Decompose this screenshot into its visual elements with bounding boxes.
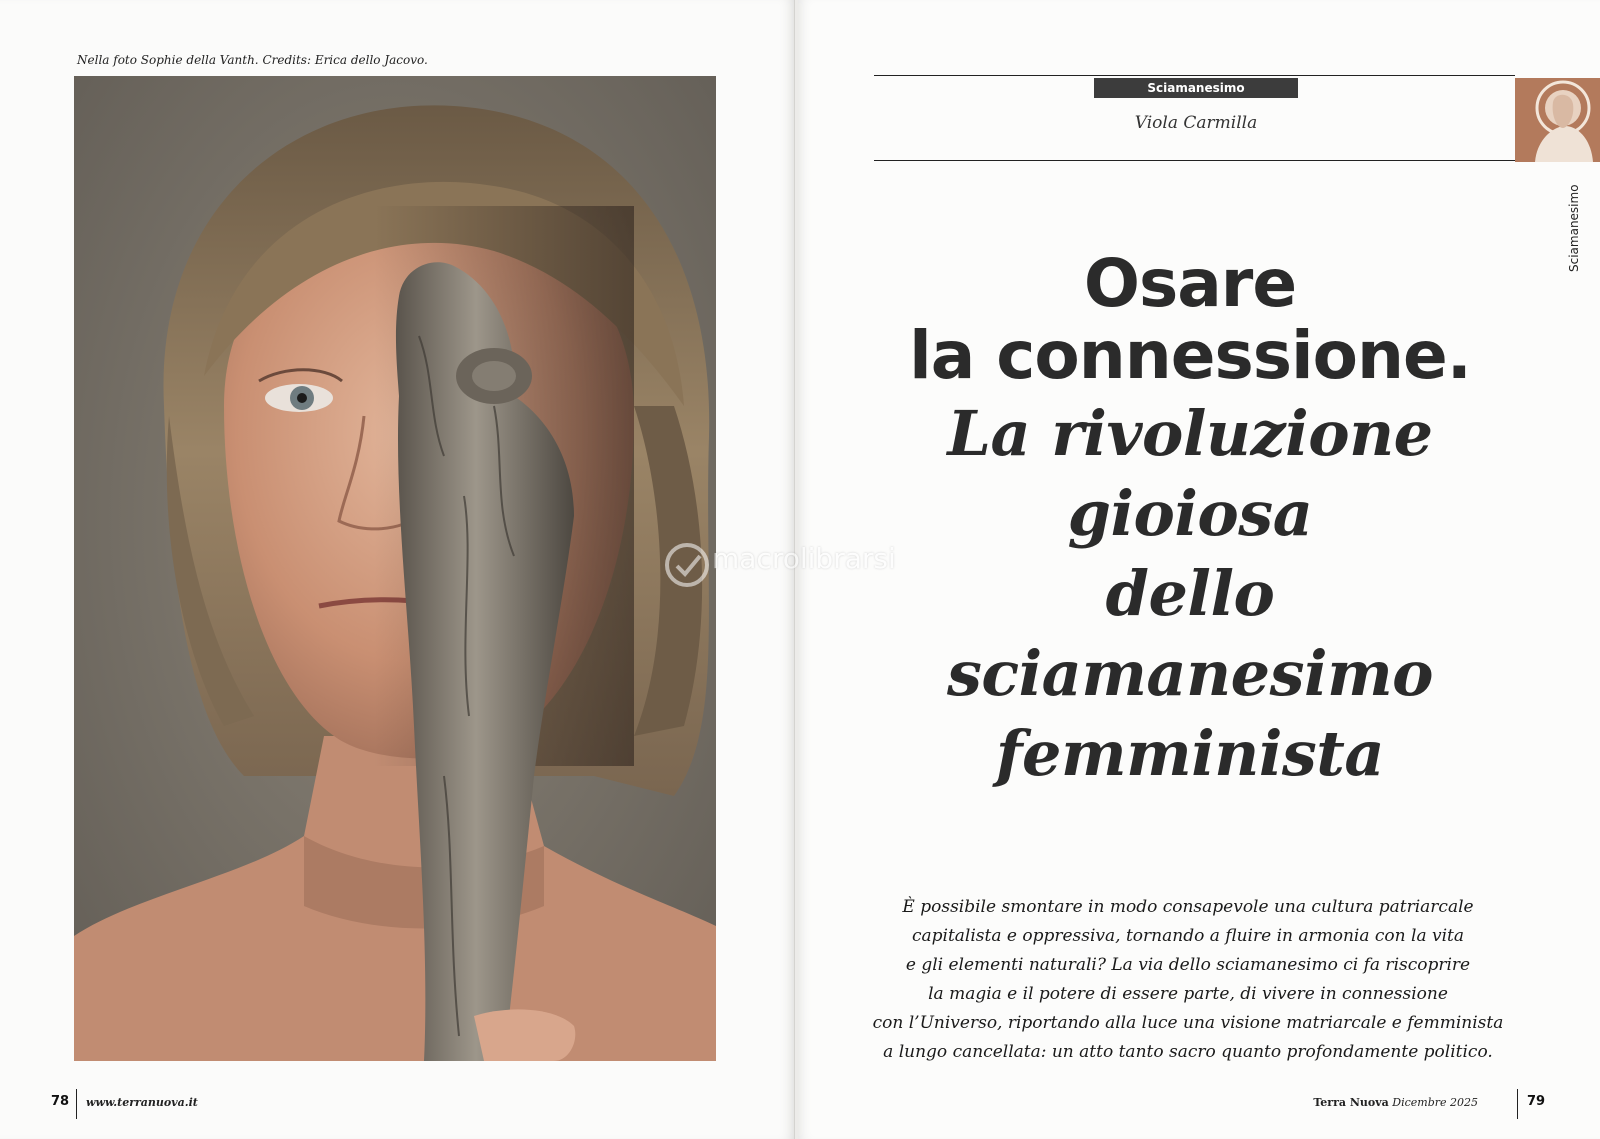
article-title [870,245,1510,794]
subtitle-line: dello [1105,557,1275,630]
magazine-name: Terra Nuova [1313,1096,1389,1109]
subtitle-line: gioiosa [1067,477,1313,550]
section-thumbnail [1515,78,1600,162]
magazine-url: www.terranuova.it [86,1096,198,1109]
watermark [664,542,964,592]
right-folio-divider [1517,1089,1518,1119]
article-lead [858,893,1518,1067]
left-folio-divider [76,1089,77,1119]
bottom-rule [874,160,1515,161]
lead-line: a lungo cancellata: un atto tanto sacro quanto profondamente politico. [883,1042,1493,1062]
lead-line: e gli elementi naturali? La via dello sciamanesimo ci fa riscoprire [905,955,1471,975]
side-section-label: Sciamanesimo [1567,184,1581,272]
subtitle-line: femminista [995,717,1385,790]
portrait-photo-illustration [74,76,716,1061]
left-page-number: 78 [51,1094,70,1109]
lead-line: con l’Universo, riportando alla luce una visione matriarcale e femminista [872,1013,1504,1033]
title-line-1: Osare [1083,245,1297,322]
portrait-photo [74,76,716,1061]
subtitle-line: La rivoluzione [947,397,1433,470]
lead-line: È possibile smontare in modo consapevole una cultura patriarcale [902,897,1474,917]
lead-line: la magia e il potere di essere parte, di vivere in connessione [928,984,1448,1004]
top-rule [874,75,1515,76]
photo-caption: Nella foto Sophie della Vanth. Credits: Erica dello Jacovo. [77,53,428,67]
subtitle-line: sciamanesimo [946,637,1434,710]
section-thumbnail-image [1515,78,1600,162]
section-tag: Sciamanesimo [1094,78,1298,98]
lead-line: capitalista e oppressiva, tornando a fluire in armonia con la vita [911,926,1465,946]
title-line-2: la connessione. [909,317,1471,394]
right-page-number: 79 [1527,1094,1546,1109]
author-name: Viola Carmilla [1134,113,1258,133]
magazine-folio [1313,1096,1478,1109]
issue-date: Dicembre 2025 [1392,1096,1478,1109]
watermark-text: macrolibrarsi [712,542,896,575]
watermark-logo-icon [664,542,710,588]
